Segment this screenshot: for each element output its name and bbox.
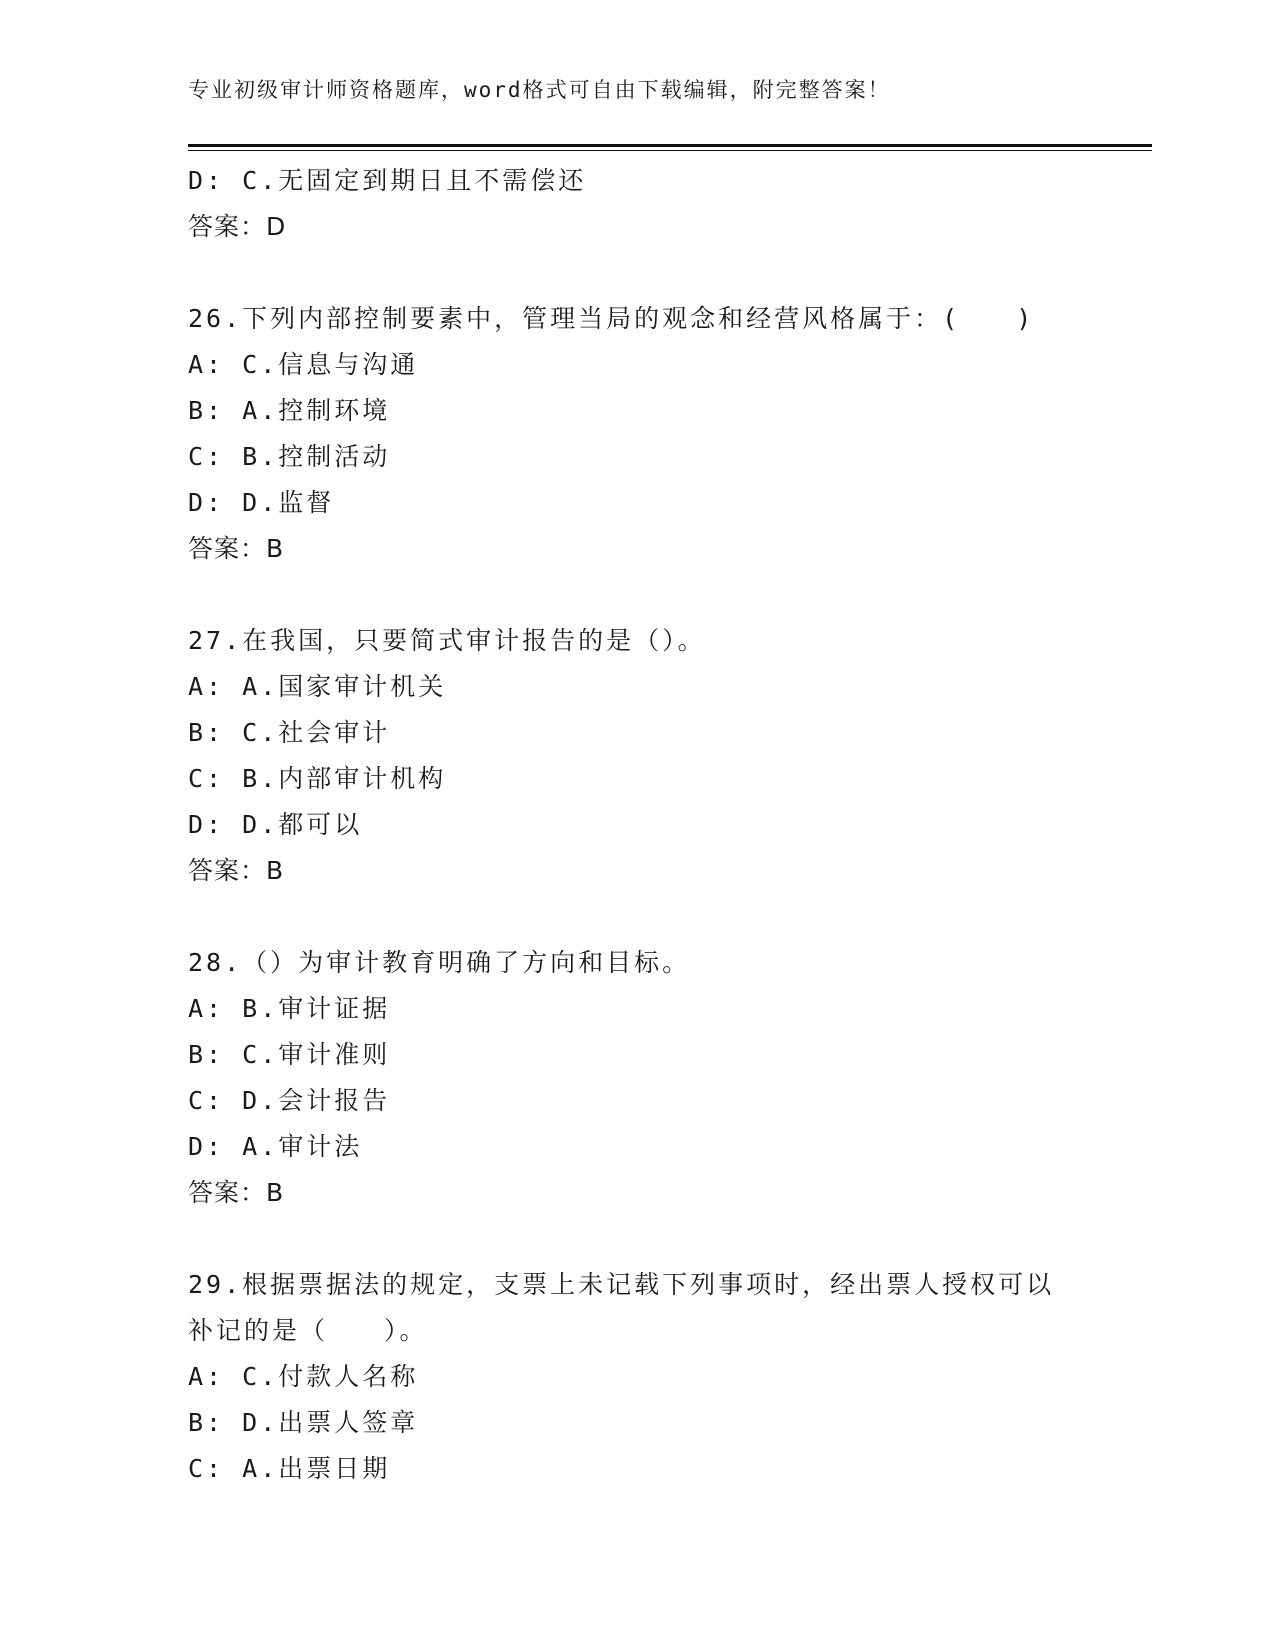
header-rule-thin xyxy=(188,150,1152,151)
answer: 答案：B xyxy=(188,534,285,563)
spacer xyxy=(188,572,1152,618)
question-stem: 26.下列内部控制要素中，管理当局的观念和经营风格属于：( ) xyxy=(188,304,1035,333)
question-29 xyxy=(188,1262,1152,1492)
question-stem: 28.（）为审计教育明确了方向和目标。 xyxy=(188,948,691,977)
option-c: C: B.内部审计机构 xyxy=(188,764,447,793)
question-26 xyxy=(188,296,1152,572)
answer: 答案：D xyxy=(188,212,287,241)
question-28 xyxy=(188,940,1152,1216)
spacer xyxy=(188,894,1152,940)
option-a: A: A.国家审计机关 xyxy=(188,672,447,701)
option-c: C: D.会计报告 xyxy=(188,1086,391,1115)
answer: 答案：B xyxy=(188,856,285,885)
header-rule-thick xyxy=(188,144,1152,147)
option-b: B: A.控制环境 xyxy=(188,396,391,425)
question-content xyxy=(188,158,1152,1492)
option-a: A: C.信息与沟通 xyxy=(188,350,419,379)
answer: 答案：B xyxy=(188,1178,285,1207)
option-a: A: B.审计证据 xyxy=(188,994,391,1023)
spacer xyxy=(188,250,1152,296)
option-b: B: C.审计准则 xyxy=(188,1040,391,1069)
option-d: D: C.无固定到期日且不需偿还 xyxy=(188,166,587,195)
question-stem-line-2: 补记的是（ ）。 xyxy=(188,1316,428,1345)
spacer xyxy=(188,1216,1152,1262)
option-d: D: D.监督 xyxy=(188,488,335,517)
option-c: C: A.出票日期 xyxy=(188,1454,391,1483)
page-header: 专业初级审计师资格题库，word格式可自由下载编辑，附完整答案！ xyxy=(188,78,891,102)
question-stem: 27.在我国，只要简式审计报告的是（）。 xyxy=(188,626,706,655)
question-27 xyxy=(188,618,1152,894)
option-d: D: A.审计法 xyxy=(188,1132,363,1161)
option-b: B: D.出票人签章 xyxy=(188,1408,419,1437)
option-b: B: C.社会审计 xyxy=(188,718,391,747)
option-c: C: B.控制活动 xyxy=(188,442,391,471)
question-stem-line-1: 29.根据票据法的规定，支票上未记载下列事项时，经出票人授权可以 xyxy=(188,1270,1055,1299)
option-a: A: C.付款人名称 xyxy=(188,1362,419,1391)
option-d: D: D.都可以 xyxy=(188,810,363,839)
